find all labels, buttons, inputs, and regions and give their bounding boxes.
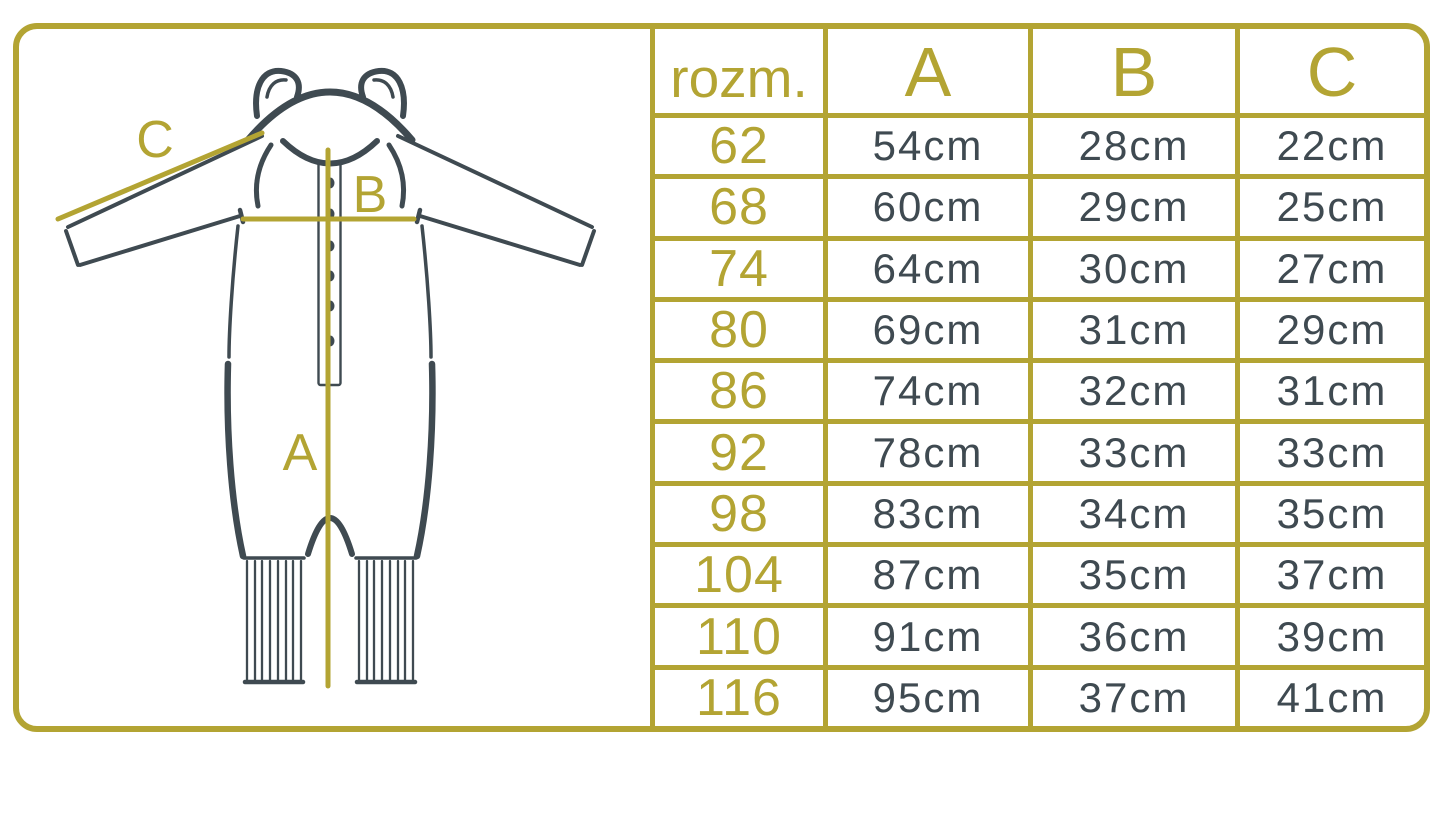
left-cuff-ribs [247,561,301,681]
cell-b: 28cm [1033,118,1235,174]
cell-b: 37cm [1033,670,1235,726]
cell-b: 33cm [1033,424,1235,480]
right-body-side [422,226,431,357]
cell-a: 78cm [828,424,1028,480]
right-armhole [389,145,404,206]
outer-frame [13,23,1430,732]
cell-b: 30cm [1033,241,1235,297]
row-size: 86 [655,363,823,419]
left-leg-outer [228,364,243,556]
left-body-side [229,226,238,357]
cell-c: 41cm [1240,670,1424,726]
row-size: 92 [655,424,823,480]
table-header-c: C [1240,29,1424,113]
right-armpit-notch [417,210,420,222]
cell-a: 87cm [828,547,1028,603]
row-size: 74 [655,241,823,297]
cell-c: 39cm [1240,608,1424,664]
cell-a: 95cm [828,670,1028,726]
row-size: 68 [655,179,823,235]
cell-a: 54cm [828,118,1028,174]
cell-c: 31cm [1240,363,1424,419]
cell-b: 36cm [1033,608,1235,664]
cell-a: 91cm [828,608,1028,664]
left-ear-inner [267,80,286,97]
cell-b: 35cm [1033,547,1235,603]
romper-diagram [19,29,669,726]
cell-c: 37cm [1240,547,1424,603]
cell-b: 29cm [1033,179,1235,235]
right-cuff-ribs [359,561,413,681]
measure-label-b: B [352,166,388,224]
cell-c: 27cm [1240,241,1424,297]
row-size: 104 [655,547,823,603]
right-sleeve [398,136,594,265]
table-header-size: rozm. [655,29,823,113]
cell-a: 74cm [828,363,1028,419]
cell-c: 25cm [1240,179,1424,235]
table-header-b: B [1033,29,1235,113]
row-size: 62 [655,118,823,174]
left-armhole [256,145,271,206]
cell-b: 32cm [1033,363,1235,419]
cell-c: 22cm [1240,118,1424,174]
cell-a: 69cm [828,302,1028,358]
measure-label-a: A [282,424,318,482]
cell-c: 33cm [1240,424,1424,480]
row-size: 116 [655,670,823,726]
cell-a: 60cm [828,179,1028,235]
right-leg-outer [417,364,432,556]
cell-c: 29cm [1240,302,1424,358]
row-size: 98 [655,486,823,542]
measure-label-c: C [136,111,174,169]
cell-b: 31cm [1033,302,1235,358]
row-size: 110 [655,608,823,664]
cell-a: 83cm [828,486,1028,542]
cell-c: 35cm [1240,486,1424,542]
right-ear-inner [374,80,393,97]
hood-outline [248,92,412,140]
size-table [650,29,1424,726]
cell-a: 64cm [828,241,1028,297]
cell-b: 34cm [1033,486,1235,542]
row-size: 80 [655,302,823,358]
table-header-a: A [828,29,1028,113]
